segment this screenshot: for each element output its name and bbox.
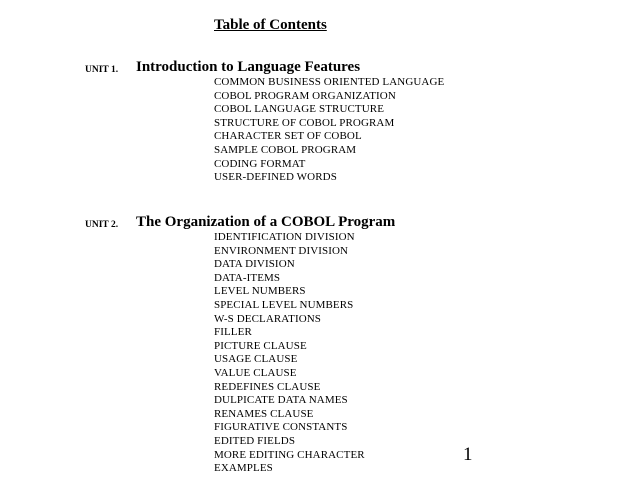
list-item: FIGURATIVE CONSTANTS — [214, 421, 348, 434]
list-item: COBOL LANGUAGE STRUCTURE — [214, 103, 385, 116]
list-item: COBOL PROGRAM ORGANIZATION — [214, 89, 396, 102]
list-item: MORE EDITING CHARACTER — [214, 448, 365, 461]
page-number: 1 — [463, 444, 473, 465]
list-item: DATA DIVISION — [214, 258, 295, 271]
list-item: SAMPLE COBOL PROGRAM — [214, 143, 357, 156]
list-item: EXAMPLES — [214, 462, 273, 475]
list-item: PICTURE CLAUSE — [214, 339, 307, 352]
list-item: REDEFINES CLAUSE — [214, 380, 321, 393]
list-item: STRUCTURE OF COBOL PROGRAM — [214, 116, 395, 129]
list-item: CHARACTER SET OF COBOL — [214, 130, 362, 143]
list-item: USER-DEFINED WORDS — [214, 171, 337, 184]
toc-title: Table of Contents — [214, 17, 327, 33]
list-item: LEVEL NUMBERS — [214, 285, 306, 298]
list-item: W-S DECLARATIONS — [214, 312, 322, 325]
unit-2-label: UNIT 2. — [85, 220, 119, 230]
list-item: CODING FORMAT — [214, 157, 306, 170]
unit-2-title: The Organization of a COBOL Program — [136, 214, 396, 230]
unit-2-topic-list — [214, 231, 365, 476]
unit-1-topic-list — [214, 76, 444, 185]
list-item: SPECIAL LEVEL NUMBERS — [214, 298, 354, 311]
list-item: DATA-ITEMS — [214, 271, 281, 284]
list-item: FILLER — [214, 326, 252, 339]
unit-1-label: UNIT 1. — [85, 65, 119, 75]
unit-1-title: Introduction to Language Features — [136, 59, 361, 75]
list-item: COMMON BUSINESS ORIENTED LANGUAGE — [214, 76, 445, 88]
list-item: RENAMES CLAUSE — [214, 407, 314, 420]
list-item: USAGE CLAUSE — [214, 353, 298, 366]
list-item: VALUE CLAUSE — [214, 366, 297, 379]
list-item: IDENTIFICATION DIVISION — [214, 231, 355, 243]
list-item: EDITED FIELDS — [214, 434, 296, 447]
list-item: ENVIRONMENT DIVISION — [214, 244, 349, 257]
list-item: DULPICATE DATA NAMES — [214, 394, 348, 407]
